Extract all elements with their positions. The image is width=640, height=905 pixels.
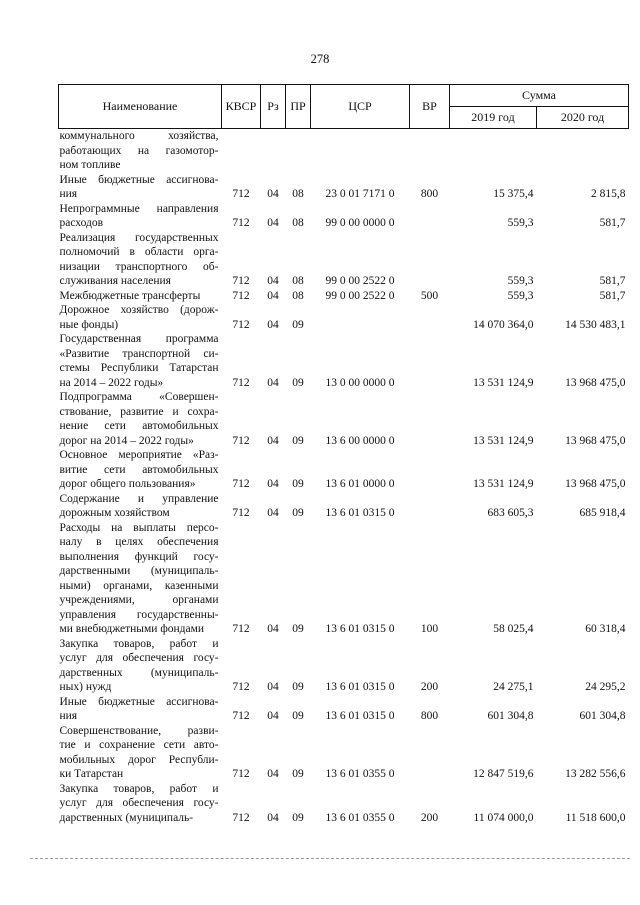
row-name	[59, 724, 222, 782]
row-name-line: работающих на газомотор-	[59, 144, 219, 157]
row-kvsr: 712	[232, 507, 250, 519]
row-vr	[410, 231, 450, 289]
row-name-line: расходов	[59, 217, 104, 229]
row-pr: 09	[292, 376, 304, 389]
row-name-line: Закупка товаров, работ и	[59, 637, 219, 650]
row-rz: 04	[267, 376, 279, 389]
row-kvsr: 712	[232, 217, 250, 229]
row-name	[59, 173, 222, 202]
row-name-line: нение сети автомобильных	[59, 420, 219, 432]
row-name-line: Дорожное хозяйство (дорож-	[59, 304, 219, 316]
table-row	[59, 695, 629, 724]
row-rz: 04	[267, 768, 279, 780]
table-row	[59, 782, 629, 826]
row-sum-2019: 24 275,1	[493, 681, 534, 693]
row-name-line: услуг для обеспечения госу-	[59, 797, 219, 809]
row-name-line: Иные бюджетные ассигнова-	[59, 173, 219, 186]
row-sum-2019: 683 605,3	[487, 507, 534, 519]
row-name-line: управления государственны-	[59, 608, 219, 621]
row-pr: 09	[292, 811, 304, 824]
row-name-line: учреждениями, органами	[59, 594, 219, 606]
row-rz: 04	[267, 507, 279, 519]
row-csr: 13 6 00 0000 0	[325, 434, 395, 447]
row-name-line: стемы Республики Татарстан	[59, 362, 219, 374]
header-name: Наименование	[59, 85, 222, 129]
row-csr: 99 0 00 2522 0	[325, 289, 395, 302]
row-name-line: Непрограммные направления	[59, 202, 219, 215]
row-sum-2019: 11 074 000,0	[473, 811, 534, 824]
bottom-scan-line	[30, 858, 630, 859]
row-sum-2020: 13 968 475,0	[565, 434, 626, 447]
row-name-line: «Развитие транспортной си-	[59, 347, 219, 360]
row-sum-2020: 601 304,8	[579, 710, 626, 722]
row-kvsr: 712	[232, 318, 250, 331]
row-sum-2020: 11 518 600,0	[565, 811, 626, 824]
row-pr: 08	[292, 275, 304, 287]
row-csr: 13 0 00 0000 0	[325, 376, 395, 389]
row-csr: 13 6 01 0355 0	[325, 811, 395, 824]
row-pr: 08	[292, 188, 304, 200]
row-vr	[410, 129, 450, 173]
row-vr	[410, 332, 450, 390]
row-kvsr: 712	[232, 289, 250, 302]
row-name	[59, 202, 222, 231]
row-kvsr: 712	[232, 681, 250, 693]
row-pr: 08	[292, 217, 304, 229]
row-name-line: Совершенствование, разви-	[59, 724, 219, 737]
row-name	[59, 492, 222, 521]
row-name-line: Реализация государственных	[59, 231, 219, 244]
row-vr: 100	[420, 623, 439, 635]
row-sum-2020: 13 282 556,6	[565, 768, 626, 780]
row-rz: 04	[267, 478, 279, 490]
row-name	[59, 303, 222, 332]
row-sum-2019: 13 531 124,9	[473, 478, 534, 490]
row-name-line: Межбюджетные трансферты	[59, 289, 201, 302]
header-pr: ПР	[286, 85, 311, 129]
row-rz: 04	[267, 318, 279, 331]
row-name-line: ными) органами, казенными	[59, 579, 219, 592]
header-year-2019: 2019 год	[450, 107, 537, 129]
row-rz: 04	[267, 623, 279, 635]
row-name-line: ния	[59, 188, 78, 200]
row-name-line: дорожным хозяйством	[59, 507, 170, 519]
row-sum-2020	[537, 129, 629, 173]
row-kvsr: 712	[232, 376, 250, 389]
header-vr: ВР	[410, 85, 450, 129]
row-name	[59, 637, 222, 695]
row-sum-2020: 24 295,2	[585, 681, 626, 693]
table-row	[59, 390, 629, 448]
table-row	[59, 289, 629, 304]
row-sum-2020: 685 918,4	[579, 507, 626, 519]
row-sum-2019: 601 304,8	[487, 710, 534, 722]
row-name-line: дарственными (муниципаль-	[59, 565, 219, 577]
row-csr: 13 6 01 0000 0	[325, 478, 395, 490]
header-kvsr: КВСР	[222, 85, 261, 129]
row-name-line: Закупка товаров, работ и	[59, 782, 219, 795]
table-row	[59, 332, 629, 390]
row-pr: 09	[292, 478, 304, 490]
row-pr	[286, 129, 311, 173]
row-name-line: Государственная программа	[59, 333, 219, 345]
row-vr	[410, 303, 450, 332]
row-name-line: дорог общего пользования»	[59, 478, 196, 490]
row-kvsr: 712	[232, 710, 250, 722]
table-row	[59, 492, 629, 521]
row-name-line: Основное мероприятие «Раз-	[59, 449, 219, 461]
table-row	[59, 303, 629, 332]
row-rz: 04	[267, 681, 279, 693]
row-name	[59, 289, 222, 304]
row-name-line: ствование, развитие и сохра-	[59, 405, 219, 418]
row-name-line: полномочий в области орга-	[59, 246, 219, 258]
row-name	[59, 521, 222, 637]
row-csr: 23 0 01 7171 0	[325, 188, 395, 200]
row-name-line: ные фонды)	[59, 318, 119, 331]
row-name-line: Подпрограмма «Совершен-	[59, 391, 219, 403]
row-name-line: Расходы на выплаты персо-	[59, 521, 219, 534]
table-row	[59, 637, 629, 695]
row-rz: 04	[267, 710, 279, 722]
row-vr: 800	[420, 710, 439, 722]
row-sum-2019: 13 531 124,9	[473, 376, 534, 389]
row-csr	[311, 129, 410, 173]
row-name-line: налу в целях обеспечения	[59, 536, 219, 548]
row-name-line: ми внебюджетными фондами	[59, 623, 205, 635]
row-rz: 04	[267, 275, 279, 287]
row-sum-2019: 13 531 124,9	[473, 434, 534, 447]
budget-table	[58, 84, 629, 825]
row-name-line: дорог на 2014 – 2022 годы»	[59, 434, 194, 447]
row-rz: 04	[267, 188, 279, 200]
row-vr: 200	[420, 681, 439, 693]
row-rz: 04	[267, 811, 279, 824]
row-name	[59, 231, 222, 289]
row-sum-2020: 13 968 475,0	[565, 376, 626, 389]
row-csr: 99 0 00 0000 0	[325, 217, 395, 229]
row-vr: 200	[420, 811, 439, 824]
row-sum-2019	[450, 129, 537, 173]
row-pr: 09	[292, 710, 304, 722]
row-sum-2019: 559,3	[507, 289, 534, 302]
row-name-line: витие сети автомобильных	[59, 463, 219, 476]
row-sum-2020: 581,7	[599, 289, 626, 302]
row-sum-2019: 58 025,4	[493, 623, 534, 635]
row-name-line: ния	[59, 710, 78, 722]
row-name-line: дарственных (муниципаль-	[59, 666, 219, 679]
row-sum-2020: 14 530 483,1	[565, 318, 626, 331]
table-row	[59, 448, 629, 492]
row-vr	[410, 492, 450, 521]
header-rz: Рз	[261, 85, 286, 129]
row-vr	[410, 202, 450, 231]
row-csr: 13 6 01 0355 0	[325, 768, 395, 780]
row-sum-2020: 581,7	[599, 275, 626, 287]
row-kvsr: 712	[232, 275, 250, 287]
row-name	[59, 332, 222, 390]
row-name-line: ки Татарстан	[59, 768, 124, 780]
row-name-line: ных) нужд	[59, 681, 112, 693]
row-kvsr: 712	[232, 188, 250, 200]
table-row	[59, 521, 629, 637]
row-pr: 09	[292, 318, 304, 331]
header-sum: Сумма	[450, 85, 629, 107]
row-kvsr: 712	[232, 623, 250, 635]
row-name-line: услуг для обеспечения госу-	[59, 652, 219, 664]
row-sum-2020: 581,7	[599, 217, 626, 229]
header-csr: ЦСР	[311, 85, 410, 129]
row-sum-2020: 13 968 475,0	[565, 478, 626, 490]
page-number: 278	[310, 52, 330, 66]
row-kvsr: 712	[232, 434, 250, 447]
row-kvsr	[222, 129, 261, 173]
row-rz	[261, 129, 286, 173]
row-name-line: дарственных (муниципаль-	[59, 811, 194, 824]
row-name-line: ном топливе	[59, 159, 121, 171]
row-csr: 13 6 01 0315 0	[325, 507, 395, 519]
row-rz: 04	[267, 217, 279, 229]
row-sum-2019: 559,3	[507, 217, 534, 229]
row-csr: 13 6 01 0315 0	[325, 681, 395, 693]
row-name-line: на 2014 – 2022 годы»	[59, 376, 164, 389]
row-sum-2019: 14 070 364,0	[473, 318, 534, 331]
row-pr: 09	[292, 507, 304, 519]
row-pr: 09	[292, 681, 304, 693]
row-name	[59, 129, 222, 173]
row-sum-2020: 60 318,4	[585, 623, 626, 635]
table-row	[59, 129, 629, 173]
row-sum-2019: 15 375,4	[493, 188, 534, 200]
table-row	[59, 202, 629, 231]
row-pr: 09	[292, 623, 304, 635]
table-row	[59, 231, 629, 289]
table-body	[59, 129, 629, 826]
row-name-line: Содержание и управление	[59, 492, 219, 505]
row-sum-2019: 12 847 519,6	[473, 768, 534, 780]
row-kvsr: 712	[232, 768, 250, 780]
row-rz: 04	[267, 434, 279, 447]
table-header	[59, 85, 629, 129]
row-name-line: служивания населения	[59, 275, 171, 287]
row-name	[59, 390, 222, 448]
row-name-line: выполнения функций госу-	[59, 550, 219, 563]
row-name-line: коммунального хозяйства,	[59, 130, 219, 142]
row-name	[59, 448, 222, 492]
row-name	[59, 695, 222, 724]
table-row	[59, 173, 629, 202]
row-csr: 13 6 01 0315 0	[325, 710, 395, 722]
row-csr	[311, 303, 410, 332]
row-vr: 800	[420, 188, 439, 200]
row-csr: 13 6 01 0315 0	[325, 623, 395, 635]
row-pr: 09	[292, 768, 304, 780]
row-name-line: низации транспортного об-	[59, 260, 219, 273]
row-csr: 99 0 00 2522 0	[325, 275, 395, 287]
row-sum-2019: 559,3	[507, 275, 534, 287]
row-name-line: мобильных дорог Республи-	[59, 753, 219, 766]
row-pr: 08	[292, 289, 304, 302]
row-vr	[410, 390, 450, 448]
row-name	[59, 782, 222, 826]
row-vr	[410, 448, 450, 492]
row-sum-2020: 2 815,8	[591, 188, 626, 200]
header-year-2020: 2020 год	[537, 107, 629, 129]
row-vr: 500	[420, 289, 439, 302]
row-name-line: тие и сохранение сети авто-	[59, 739, 219, 751]
row-pr: 09	[292, 434, 304, 447]
row-name-line: Иные бюджетные ассигнова-	[59, 695, 219, 708]
row-kvsr: 712	[232, 811, 250, 824]
table-row	[59, 724, 629, 782]
row-kvsr: 712	[232, 478, 250, 490]
row-rz: 04	[267, 289, 279, 302]
row-vr	[410, 724, 450, 782]
